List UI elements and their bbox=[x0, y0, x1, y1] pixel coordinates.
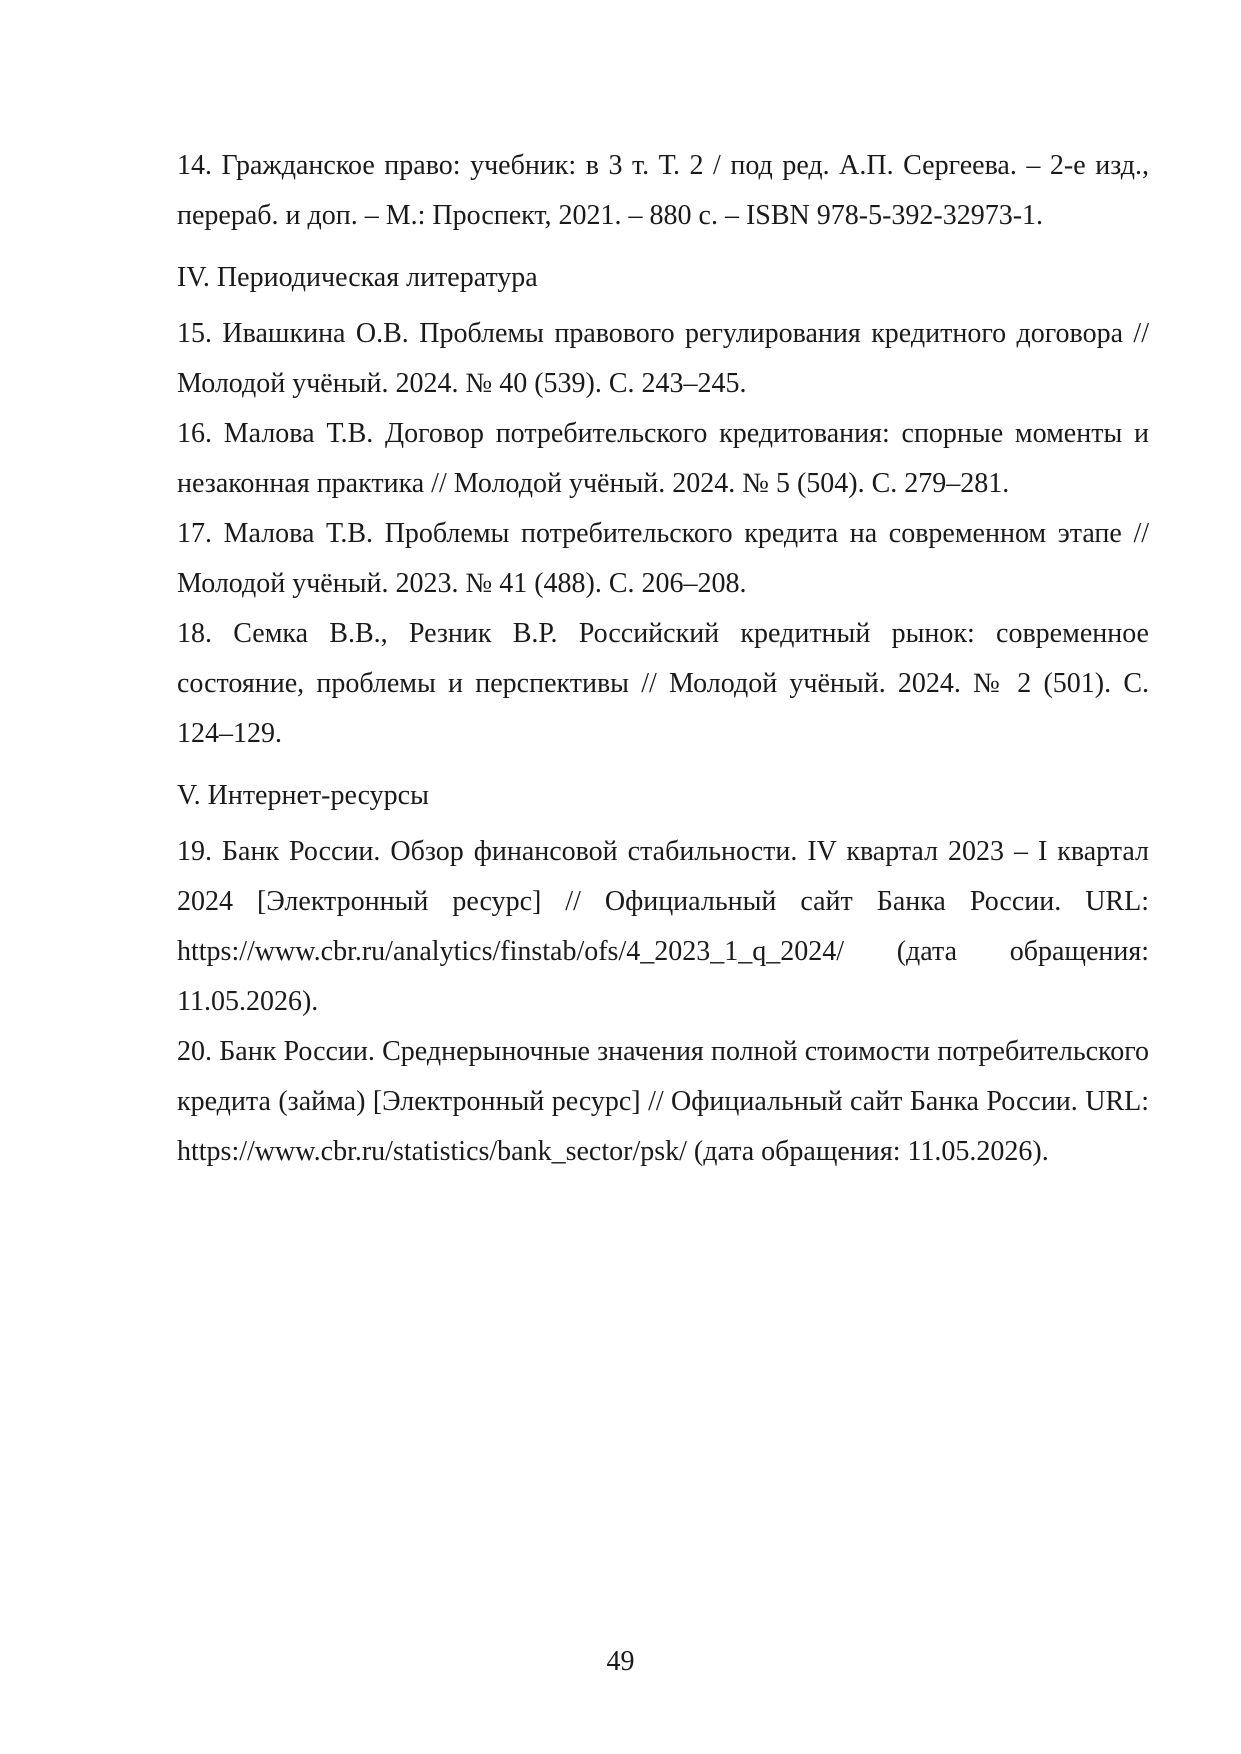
bibliography-list bbox=[177, 141, 1149, 1177]
reference-entry-18: 18. Семка В.В., Резник В.Р. Российский кредитный рынок: современное состояние, проблемы и перспективы // Молодой учёный. 2024. № 2 (501). С. 124–129. bbox=[177, 618, 1149, 749]
section-heading-periodicals: IV. Периодическая литература bbox=[177, 262, 538, 293]
reference-entry-14: 14. Гражданское право: учебник: в 3 т. Т. 2 / под ред. А.П. Сергеева. – 2-е изд., перераб. и доп. – М.: Проспект, 2021. – 880 с. – ISBN 978-5-392-32973-1. bbox=[177, 150, 1149, 231]
reference-entry-20: 20. Банк России. Среднерыночные значения полной стоимости потребительского кредита (займа) [Электронный ресурс] // Официальный сайт Банка России. URL: https://www.cbr.ru/statistics/bank_sector/psk/ (дата обращения: 11.05.2026). bbox=[177, 1036, 1149, 1167]
reference-entry-16: 16. Малова Т.В. Договор потребительского кредитования: спорные моменты и незаконная практика // Молодой учёный. 2024. № 5 (504). С. 279–281. bbox=[177, 418, 1149, 499]
reference-entry-15: 15. Ивашкина О.В. Проблемы правового регулирования кредитного договора // Молодой учёный. 2024. № 40 (539). С. 243–245. bbox=[177, 318, 1149, 399]
reference-entry-17: 17. Малова Т.В. Проблемы потребительского кредита на современном этапе // Молодой учёный. 2023. № 41 (488). С. 206–208. bbox=[177, 518, 1149, 599]
page-number: 49 bbox=[606, 1646, 635, 1677]
reference-entry-19: 19. Банк России. Обзор финансовой стабильности. IV квартал 2023 – I квартал 2024 [Электронный ресурс] // Официальный сайт Банка России. URL: https://www.cbr.ru/analytics/finstab/ofs/4_2023_1_q_2024/ (дата обращения: 11.05.2026). bbox=[177, 836, 1149, 1017]
section-heading-internet-resources: V. Интернет-ресурсы bbox=[177, 780, 429, 811]
